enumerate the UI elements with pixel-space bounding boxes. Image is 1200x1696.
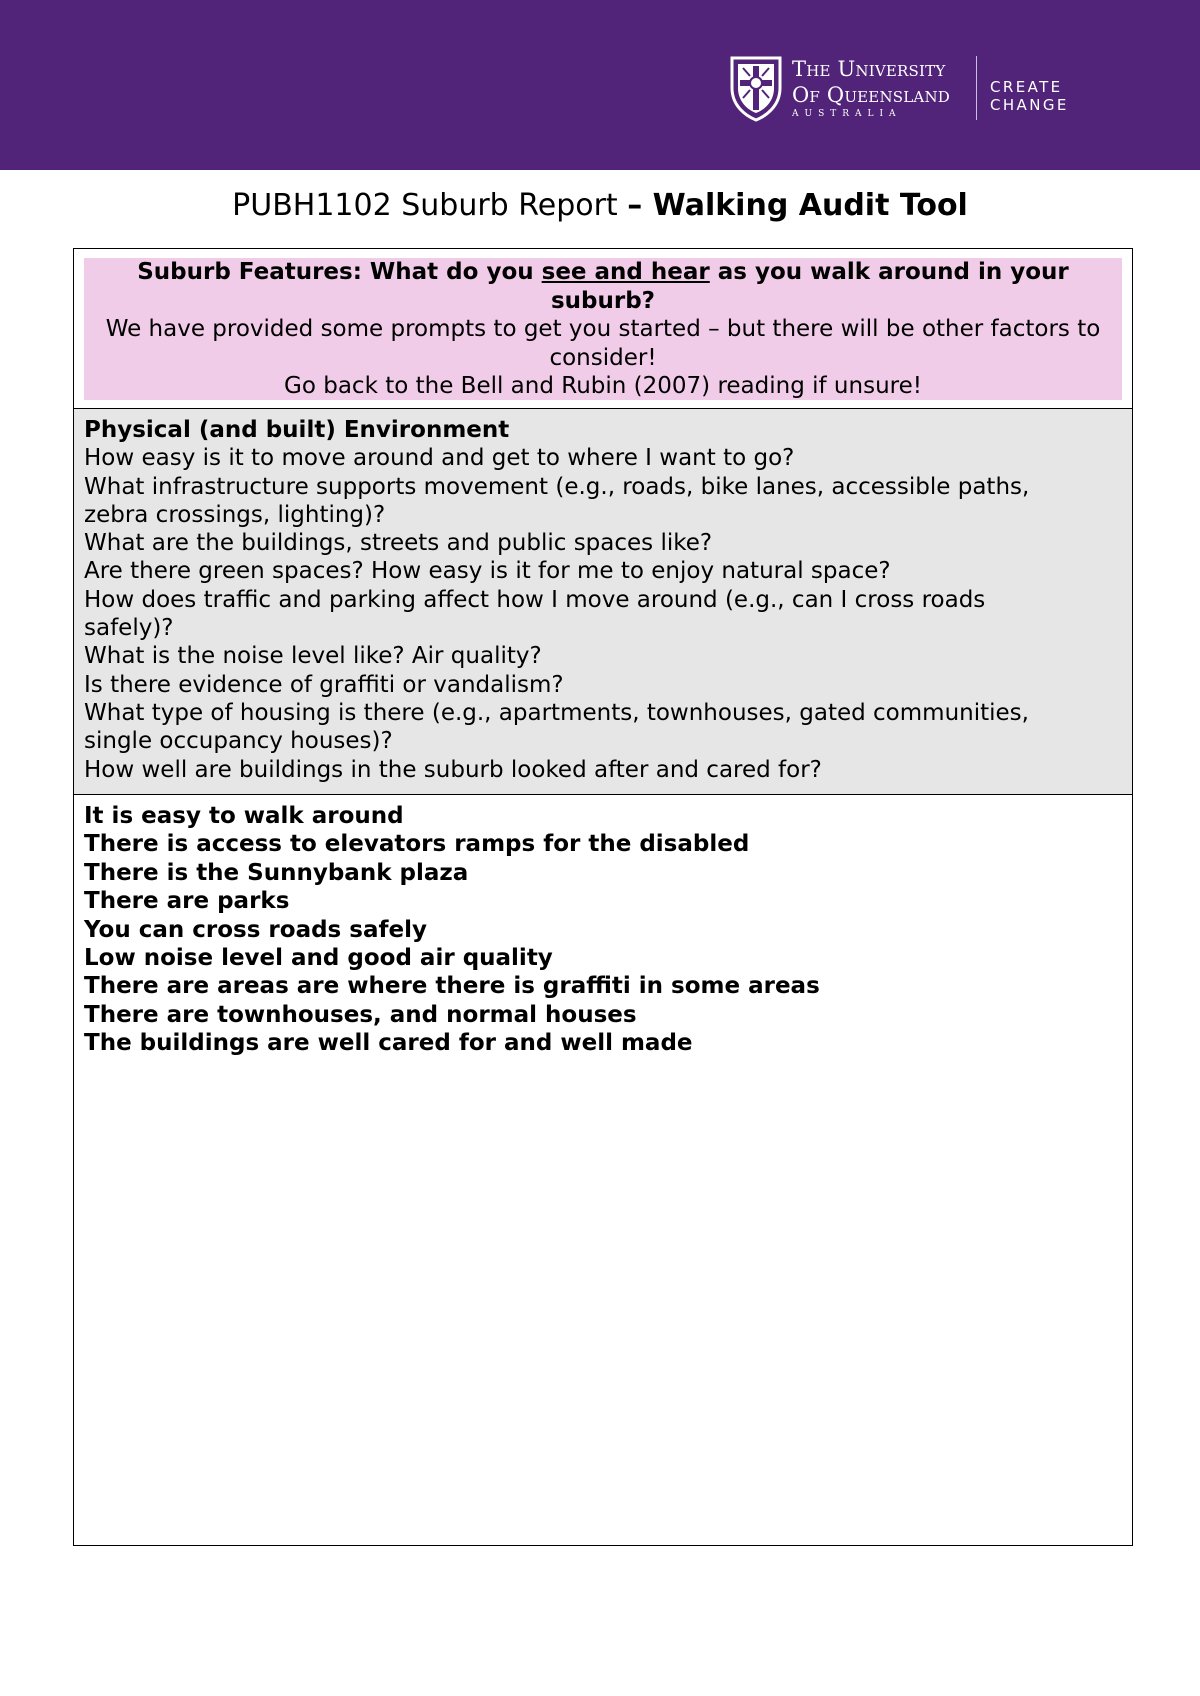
logo-divider [976,56,977,120]
intro-row [74,249,1132,409]
prompt-item: How does traffic and parking affect how I move around (e.g., can I cross roads safely)? [84,586,986,642]
prompt-item: What type of housing is there (e.g., apartments, townhouses, gated communities, single occupancy houses)? [84,699,1029,755]
intro-prompts-note: We have provided some prompts to get you started – but there will be other factors to consider! [105,316,1101,371]
intro-question-part1: Suburb Features: What do you [137,259,542,285]
answers-row [74,795,1132,1058]
university-name [792,56,950,108]
answer-item: The buildings are well cared for and well made [84,1030,693,1057]
tagline: CREATE CHANGE [990,78,1069,114]
answer-item: There are areas are where there is graffiti in some areas [84,973,820,1000]
intro-reading-note: Go back to the Bell and Rubin (2007) reading if unsure! [284,373,922,399]
answer-item: It is easy to walk around [84,803,404,829]
answer-item: There is the Sunnybank plaza [84,859,469,886]
university-country: AUSTRALIA [792,109,902,119]
uq-crest-icon [728,54,784,122]
intro-question-underline: see and hear [541,259,710,285]
answer-item: There is access to elevators ramps for the disabled [84,831,750,858]
title-prefix: PUBH1102 Suburb Report [232,188,628,223]
prompt-item: Are there green spaces? How easy is it for me to enjoy natural space? [84,558,891,585]
prompt-item: How well are buildings in the suburb looked after and cared for? [84,756,822,783]
answer-item: There are parks [84,888,290,915]
header-banner [0,0,1200,170]
audit-table [73,248,1133,1546]
prompt-item: What is the noise level like? Air quality? [84,643,542,670]
prompt-item: How easy is it to move around and get to where I want to go? [84,445,795,472]
prompt-item: What are the buildings, streets and public spaces like? [84,530,713,557]
university-name-line1: The University [792,57,946,81]
answer-item: Low noise level and good air quality [84,945,553,972]
document-title [0,186,1200,226]
prompt-item: What infrastructure supports movement (e.g., roads, bike lanes, accessible paths, zebra crossings, lighting)? [84,473,1030,528]
uq-logo [728,54,1148,122]
physical-environment-title: Physical (and built) Environment [84,417,510,443]
title-suffix: – Walking Audit Tool [627,188,968,223]
physical-environment-row [74,409,1132,795]
intro-box [84,258,1122,400]
intro-question-part2: as you walk around in your suburb? [550,259,1069,314]
university-name-line2: Of Queensland [792,83,951,107]
answer-item: You can cross roads safely [84,916,427,943]
prompt-item: Is there evidence of graffiti or vandalism? [84,671,564,698]
answer-item: There are townhouses, and normal houses [84,1001,637,1028]
intro-question [84,258,1122,315]
